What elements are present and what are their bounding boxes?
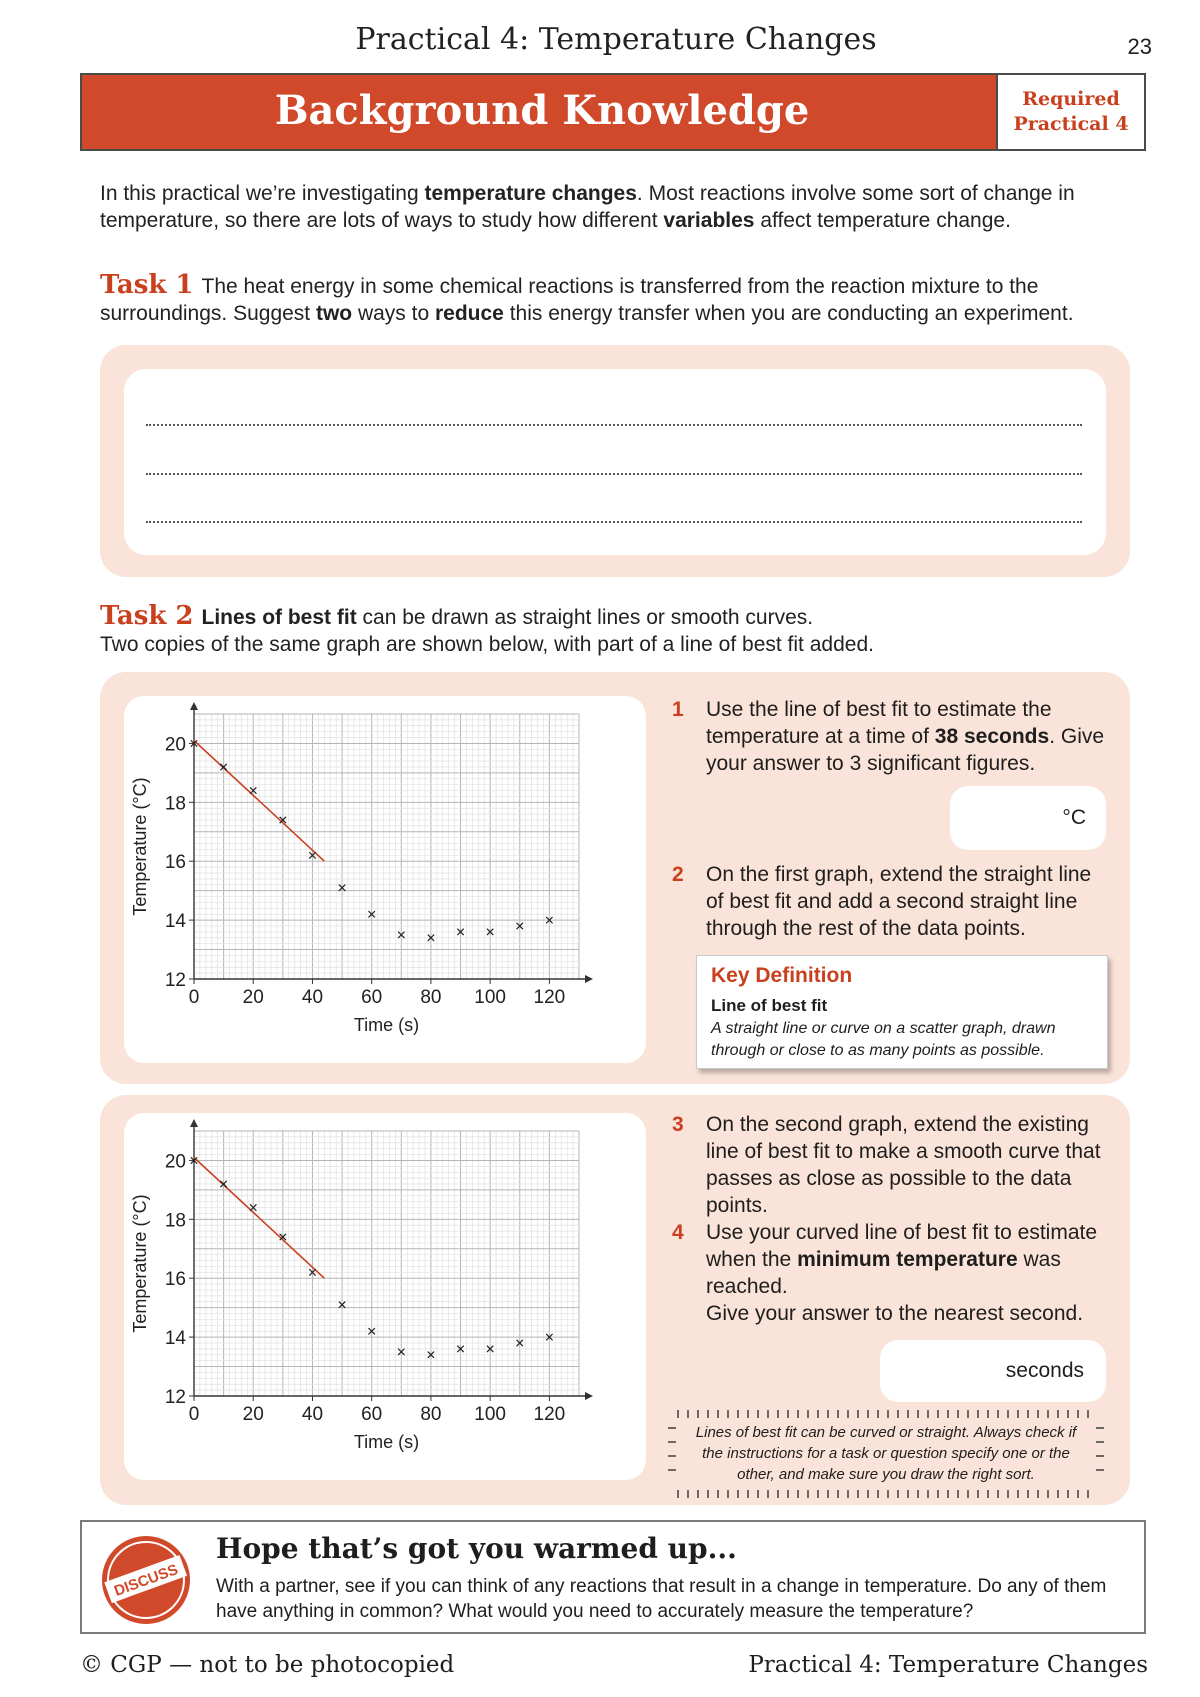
task2-text-2: Two copies of the same graph are shown below, with part of a line of best fit added. — [100, 633, 874, 656]
intro-text-2: . Most reactions involve some sort of change in temperature, so there are lots of ways to study how different — [100, 182, 1075, 232]
x-axis-label: Time (s) — [353, 1015, 420, 1035]
x-tick-label: 80 — [420, 1404, 442, 1425]
x-tick-label: 60 — [361, 987, 383, 1008]
key-definition-box — [696, 955, 1108, 1069]
answer-line-1[interactable] — [146, 424, 1082, 426]
x-tick-label: 120 — [533, 1404, 566, 1425]
question-3-number: 3 — [672, 1113, 684, 1136]
x-tick-label: 40 — [301, 1404, 324, 1425]
y-tick-label: 12 — [164, 1387, 186, 1408]
x-tick-label: 40 — [301, 987, 324, 1008]
x-tick-label: 80 — [420, 987, 442, 1008]
tip-text: Lines of best fit can be curved or straight. Always check if the instructions for a task or question specify one or the other, and make sure you draw the right sort. — [695, 1424, 1077, 1483]
y-axis-label: Temperature (°C) — [130, 1194, 150, 1333]
answer-line-3[interactable] — [146, 521, 1082, 523]
answer-line-2[interactable] — [146, 473, 1082, 475]
key-definition-heading: Key Definition — [711, 964, 853, 987]
x-axis-arrow — [585, 1392, 593, 1400]
graph-panel-1 — [100, 672, 1130, 1084]
discuss-stamp-icon — [100, 1534, 192, 1626]
task1-text: The heat energy in some chemical reactions is transferred from the reaction mixture to the surroundings. Suggest — [100, 275, 1039, 325]
question-2-text: On the first graph, extend the straight line of best fit and add a second straight line through the rest of the data points. — [706, 863, 1092, 940]
intro-text-3: affect temperature change. — [754, 209, 1011, 232]
y-tick-label: 18 — [164, 793, 186, 815]
task2-bold: Lines of best fit — [201, 606, 357, 629]
badge-line-1: Required — [1022, 88, 1120, 110]
question-1-number: 1 — [672, 698, 684, 721]
badge-line-2: Practical 4 — [1013, 113, 1129, 135]
y-axis-label: Temperature (°C) — [130, 777, 150, 916]
intro-bold-1: temperature changes — [424, 182, 637, 205]
temperature-graph-1[interactable] — [124, 696, 646, 1063]
x-tick-label: 0 — [188, 987, 200, 1008]
x-tick-label: 0 — [188, 1404, 200, 1425]
page-number: 23 — [1127, 34, 1152, 59]
intro-paragraph — [100, 180, 1140, 234]
discuss-text: With a partner, see if you can think of any reactions that result in a change in temperature. Do any of them have anything in common? What would you need to accurately measure the temperature? — [216, 1576, 1107, 1622]
task1-answer-box[interactable] — [124, 369, 1106, 555]
question-4-answer-box[interactable] — [880, 1340, 1106, 1402]
task1-label: Task 1 — [100, 270, 194, 300]
q4-text-a: Use your curved line of best fit to estimate when the — [706, 1221, 1098, 1271]
y-axis-arrow — [190, 702, 198, 710]
task2-label: Task 2 — [100, 601, 194, 631]
task1-prompt — [100, 272, 1150, 327]
banner — [80, 73, 1146, 151]
task1-text-2: ways to — [352, 302, 435, 325]
y-tick-label: 16 — [164, 852, 186, 874]
graph-card-2 — [124, 1113, 646, 1480]
question-2-number: 2 — [672, 863, 684, 886]
y-tick-label: 12 — [164, 970, 186, 991]
question-3-text: On the second graph, extend the existing line of best fit to make a smooth curve that passes as close as possible to the data points. — [706, 1113, 1101, 1217]
tip-box — [666, 1408, 1106, 1500]
question-4-number: 4 — [672, 1221, 684, 1244]
y-tick-label: 16 — [164, 1269, 186, 1291]
footer-copyright: © CGP — not to be photocopied — [80, 1652, 455, 1678]
y-tick-label: 20 — [164, 1151, 186, 1173]
task2-prompt — [100, 603, 1150, 658]
question-1-text — [706, 696, 1106, 777]
banner-title: Background Knowledge — [274, 87, 810, 134]
x-axis-label: Time (s) — [353, 1432, 420, 1452]
x-tick-label: 100 — [474, 1404, 507, 1425]
discuss-box — [80, 1520, 1146, 1634]
task1-text-3: this energy transfer when you are conducting an experiment. — [503, 302, 1074, 325]
y-tick-label: 14 — [164, 911, 186, 933]
seconds-unit-label: seconds — [1005, 1359, 1084, 1382]
footer-title: Practical 4: Temperature Changes — [748, 1652, 1148, 1678]
y-axis-arrow — [190, 1119, 198, 1127]
question-4-text — [706, 1219, 1106, 1327]
task1-bold-2: reduce — [435, 302, 504, 325]
x-tick-label: 20 — [242, 987, 264, 1008]
graph-card-1 — [124, 696, 646, 1063]
task2-text: can be drawn as straight lines or smooth curves. — [356, 606, 814, 629]
x-tick-label: 100 — [474, 987, 507, 1008]
q4-text-d: Give your answer to the nearest second. — [706, 1302, 1084, 1325]
running-title: Practical 4: Temperature Changes — [355, 22, 877, 57]
required-practical-badge — [996, 73, 1146, 151]
graph-panel-2 — [100, 1095, 1130, 1505]
key-definition-term: Line of best fit — [711, 996, 828, 1015]
intro-text: In this practical we’re investigating — [100, 182, 425, 205]
y-tick-label: 18 — [164, 1210, 186, 1232]
key-definition-text: A straight line or curve on a scatter graph, drawn through or close to as many points as possible. — [711, 1020, 1056, 1059]
temperature-graph-2[interactable] — [124, 1113, 646, 1480]
q1-bold: 38 seconds — [934, 725, 1050, 748]
task1-bold-1: two — [315, 302, 353, 325]
x-tick-label: 60 — [361, 1404, 383, 1425]
q4-text-c: was reached. — [706, 1248, 1061, 1298]
intro-bold-2: variables — [663, 209, 755, 232]
y-tick-label: 14 — [164, 1328, 186, 1350]
y-tick-label: 20 — [164, 734, 186, 756]
x-tick-label: 120 — [533, 987, 566, 1008]
q1-text-a: Use the line of best fit to estimate the temperature at a time of — [706, 698, 1052, 748]
task1-answer-panel — [100, 345, 1130, 577]
celsius-unit-label: °C — [1062, 806, 1086, 829]
q4-bold: minimum temperature — [797, 1248, 1018, 1271]
x-axis-arrow — [585, 975, 593, 983]
q1-text-c: . Give your answer to 3 significant figures. — [706, 725, 1105, 775]
discuss-heading: Hope that’s got you warmed up... — [216, 1532, 737, 1565]
stamp-label: DISCUSS — [111, 1561, 181, 1600]
question-1-answer-box[interactable] — [950, 786, 1106, 850]
x-tick-label: 20 — [242, 1404, 264, 1425]
